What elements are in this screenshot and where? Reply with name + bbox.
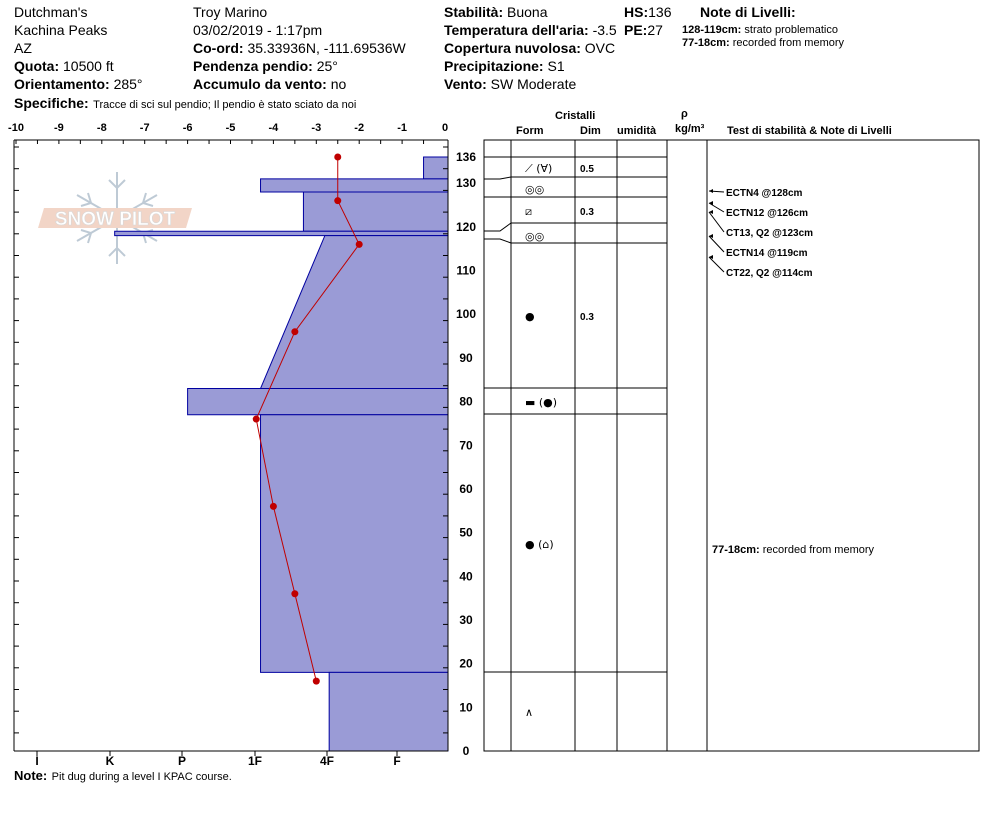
logo-text: SNOW PILOT — [54, 209, 176, 230]
height-tick-label: 130 — [455, 176, 477, 191]
temperature-point — [253, 416, 260, 423]
crystal-form: ● (⌂) — [525, 538, 554, 551]
header-rho: ρ — [681, 108, 688, 120]
hardness-layer — [303, 192, 448, 231]
prec-value: S1 — [547, 58, 565, 74]
temperature-point — [334, 197, 341, 204]
note-livelli-title: Note di Livelli: — [700, 4, 796, 20]
layer-note — [712, 544, 875, 556]
height-tick-label: 60 — [459, 481, 473, 496]
temp-value: -3.5 — [592, 22, 617, 38]
area-name: Kachina Peaks — [14, 22, 108, 38]
crystal-form: ⧄ — [525, 205, 532, 218]
hardness-layer — [261, 236, 448, 389]
height-tick-label: 10 — [459, 700, 473, 715]
hardness-tick-label: K — [105, 754, 115, 768]
datetime: 03/02/2019 - 1:17pm — [193, 22, 323, 38]
temp-tick-label: -9 — [54, 122, 64, 134]
crystal-dim: 0.3 — [580, 207, 594, 218]
hardness-tick-label: P — [177, 754, 187, 768]
snowpilot-logo — [38, 172, 192, 264]
hardness-layer — [261, 179, 448, 192]
test-pointer — [709, 212, 724, 232]
temperature-point — [291, 590, 298, 597]
stability-test: CT22, Q2 @114cm — [726, 268, 813, 279]
accumulo-value: no — [330, 76, 347, 92]
note2-label: 77-18cm: — [682, 37, 730, 49]
temp-tick-label: -8 — [96, 122, 107, 134]
temp-tick-label: -3 — [311, 122, 322, 134]
hardness-layer — [188, 388, 448, 414]
temp-tick-label: -2 — [354, 122, 365, 134]
hs-label: HS: — [624, 4, 649, 20]
hardness-tick-label: F — [393, 754, 401, 768]
crystal-form: ∧ — [525, 706, 534, 719]
crystal-dim: 0.3 — [580, 312, 594, 323]
hardness-layer — [115, 231, 448, 235]
cop-value: OVC — [584, 40, 616, 56]
temp-tick-label: -7 — [139, 122, 150, 134]
pendenza-label: Pendenza pendio: — [193, 58, 313, 74]
hs-value: 136 — [648, 4, 672, 20]
height-tick-label: 30 — [459, 612, 473, 627]
height-tick-label: 20 — [459, 656, 473, 671]
crystal-form: ● — [525, 310, 535, 323]
stab-value: Buona — [507, 4, 548, 20]
height-tick-label: 90 — [459, 350, 473, 365]
height-tick-label: 0 — [462, 744, 470, 758]
test-pointer-arrow — [709, 234, 713, 238]
height-tick-label: 136 — [455, 150, 477, 164]
specifiche-value: Tracce di sci sul pendio; Il pendio è stato sciato da noi — [93, 99, 357, 111]
footer-value: Pit dug during a level I KPAC course. — [51, 771, 232, 783]
quota-label: Quota: — [14, 58, 60, 74]
stability-test: ECTN12 @126cm — [726, 208, 809, 219]
test-pointer — [709, 236, 724, 252]
stab-label: Stabilità: — [444, 4, 504, 20]
crystal-rows — [525, 162, 594, 719]
temperature-point — [334, 154, 341, 161]
height-tick-label: 120 — [455, 219, 477, 234]
orient-label: Orientamento: — [14, 76, 110, 92]
hardness-layer — [424, 157, 448, 179]
header-umidita: umidità — [617, 125, 657, 137]
accumulo-label: Accumulo da vento: — [193, 76, 327, 92]
temp-tick-label: -5 — [225, 122, 236, 134]
note1-value: strato problematico — [744, 24, 838, 36]
quota-value: 10500 ft — [63, 58, 114, 74]
header-dim: Dim — [580, 125, 601, 137]
note1-label: 128-119cm: — [682, 24, 742, 36]
header-form: Form — [516, 125, 544, 137]
layer-note-value: recorded from memory — [762, 544, 875, 556]
state-name: AZ — [14, 40, 32, 56]
crystal-form: ◎◎ — [525, 183, 545, 196]
hardness-layer — [329, 672, 448, 751]
note2-value: recorded from memory — [732, 37, 845, 49]
orient-value: 285° — [113, 76, 143, 92]
height-tick-label: 40 — [459, 569, 473, 584]
temp-label: Temperatura dell'aria: — [444, 22, 589, 38]
stability-test: CT13, Q2 @123cm — [726, 228, 814, 239]
footer-label: Note: — [14, 768, 48, 783]
temperature-point — [356, 241, 363, 248]
temp-tick-label: -1 — [397, 122, 407, 134]
temp-tick-label: -4 — [268, 122, 279, 134]
specifiche-label: Specifiche: — [14, 95, 89, 111]
stability-test: ECTN4 @128cm — [726, 188, 803, 199]
temperature-point — [270, 503, 277, 510]
temp-tick-label: -10 — [8, 122, 24, 134]
temperature-point — [313, 678, 320, 685]
test-pointer — [709, 203, 724, 212]
test-pointer-arrow — [709, 189, 713, 193]
header-tests: Test di stabilità & Note di Livelli — [727, 125, 892, 137]
pe-label: PE: — [624, 22, 648, 38]
hardness-tick-label: I — [35, 754, 39, 768]
temp-tick-label: 0 — [441, 122, 449, 134]
hardness-layer — [261, 415, 448, 673]
test-pointer — [709, 257, 724, 272]
site-name: Dutchman's — [14, 4, 88, 20]
height-tick-label: 80 — [459, 394, 473, 409]
prec-label: Precipitazione: — [444, 58, 544, 74]
temp-tick-label: -6 — [182, 122, 193, 134]
header-rho-unit: kg/m³ — [675, 123, 705, 135]
height-tick-label: 50 — [459, 525, 473, 540]
layer-note-label: 77-18cm: — [712, 544, 763, 556]
crystal-form: ⟋ (∀) — [525, 162, 553, 175]
coord-label: Co-ord: — [193, 40, 244, 56]
pe-value: 27 — [647, 22, 663, 38]
crystal-dim: 0.5 — [580, 164, 594, 175]
vento-value: SW Moderate — [490, 76, 577, 92]
cop-label: Copertura nuvolosa: — [444, 40, 581, 56]
pendenza-value: 25° — [316, 58, 338, 74]
crystal-form: ◎◎ — [525, 230, 545, 243]
hardness-tick-label: 4F — [319, 754, 335, 768]
header-cristalli: Cristalli — [555, 110, 596, 122]
coord-value: 35.33936N, -111.69536W — [247, 40, 406, 56]
hardness-tick-label: 1F — [247, 754, 263, 768]
height-axis — [456, 150, 476, 758]
crystal-form: ▬ (●) — [525, 396, 558, 409]
height-tick-label: 70 — [459, 438, 473, 453]
temperature-axis — [8, 122, 448, 134]
temperature-point — [291, 328, 298, 335]
stability-tests — [709, 188, 813, 279]
stability-test: ECTN14 @119cm — [726, 248, 808, 259]
height-tick-label: 100 — [455, 307, 477, 322]
hardness-profile — [115, 157, 448, 751]
hardness-axis — [35, 751, 400, 768]
height-tick-label: 110 — [456, 263, 476, 278]
observer: Troy Marino — [193, 4, 268, 20]
crystal-table — [484, 140, 979, 751]
vento-label: Vento: — [444, 76, 487, 92]
